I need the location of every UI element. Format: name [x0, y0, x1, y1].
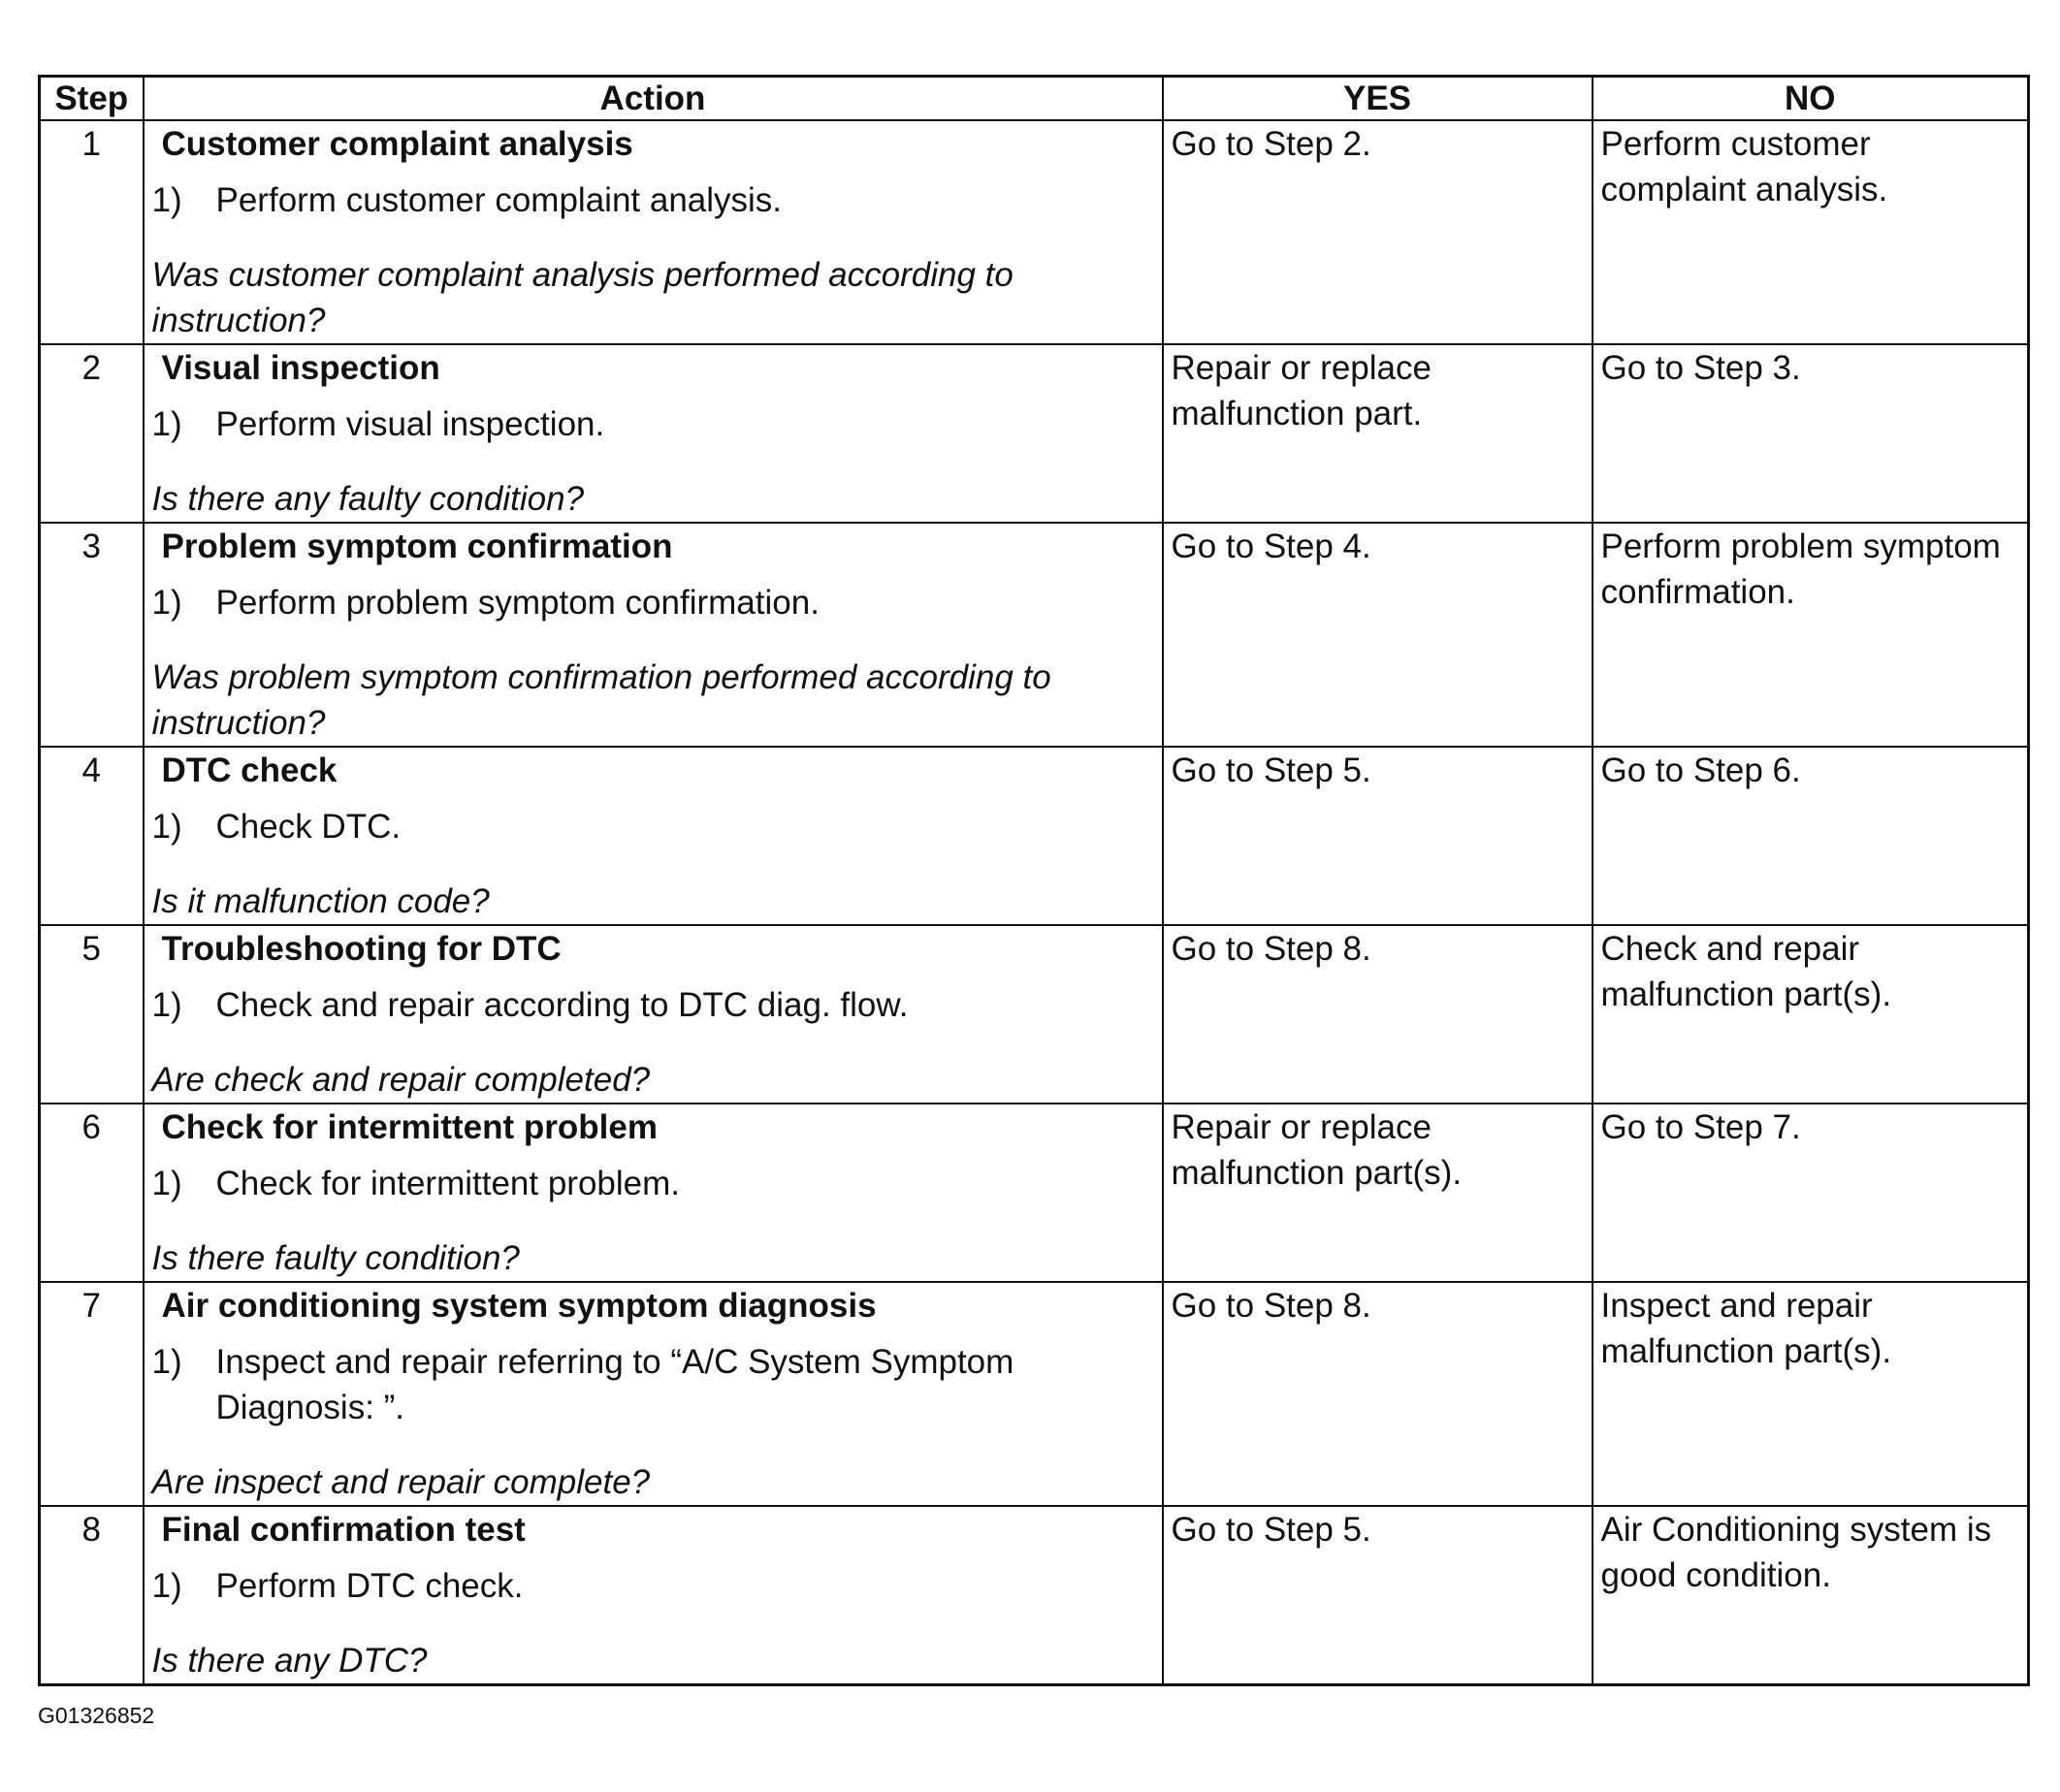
item-number: 1): [151, 986, 182, 1024]
step-number: 6: [40, 1104, 144, 1282]
item-number: 1): [151, 1343, 182, 1381]
action-title: Visual inspection: [161, 349, 440, 387]
step-number: 1: [40, 120, 144, 344]
step-number: 7: [40, 1282, 144, 1506]
action-title: Final confirmation test: [161, 1511, 526, 1549]
step-number: 8: [40, 1506, 144, 1685]
table-row: [40, 925, 2029, 1104]
action-item: [152, 177, 1154, 223]
yes-cell: Go to Step 8.: [1163, 925, 1593, 1104]
item-number: 1): [151, 181, 182, 219]
action-item: [152, 1563, 1154, 1609]
action-cell: [144, 747, 1163, 925]
item-text: Perform problem symptom confirmation.: [215, 584, 820, 622]
action-item: [152, 804, 1154, 849]
action-question: Is it malfunction code?: [151, 882, 490, 920]
action-cell: [144, 1506, 1163, 1685]
header-step: Step: [40, 77, 144, 121]
item-text: Perform customer complaint analysis.: [215, 181, 783, 219]
action-cell: [144, 1104, 1163, 1282]
action-cell: [144, 120, 1163, 344]
no-cell: Go to Step 3.: [1593, 344, 2029, 523]
item-text: Check and repair according to DTC diag. flow.: [215, 986, 909, 1024]
step-number: 3: [40, 523, 144, 747]
item-text: Check DTC.: [215, 808, 402, 846]
table-header-row: [40, 77, 2029, 121]
action-title: Problem symptom confirmation: [161, 528, 673, 565]
yes-cell: Repair or replace malfunction part.: [1163, 344, 1593, 523]
step-number: 2: [40, 344, 144, 523]
no-cell: Inspect and repair malfunction part(s).: [1593, 1282, 2029, 1506]
action-item: [152, 580, 1154, 625]
no-cell: Perform customer complaint analysis.: [1593, 120, 2029, 344]
action-item: [152, 982, 1154, 1028]
item-text: Check for intermittent problem.: [215, 1165, 681, 1202]
header-action: Action: [144, 77, 1163, 121]
action-question: Was problem symptom confirmation performed according to instruction?: [151, 658, 1051, 742]
no-cell: Perform problem symptom confirmation.: [1593, 523, 2029, 747]
action-cell: [144, 523, 1163, 747]
step-number: 4: [40, 747, 144, 925]
no-cell: Go to Step 7.: [1593, 1104, 2029, 1282]
yes-cell: Go to Step 8.: [1163, 1282, 1593, 1506]
no-cell: Check and repair malfunction part(s).: [1593, 925, 2029, 1104]
table-row: [40, 344, 2029, 523]
item-text: Perform DTC check.: [215, 1567, 524, 1605]
yes-cell: Go to Step 4.: [1163, 523, 1593, 747]
action-title: Customer complaint analysis: [161, 125, 633, 163]
action-title: Air conditioning system symptom diagnosis: [161, 1287, 877, 1325]
action-cell: [144, 1282, 1163, 1506]
action-question: Is there any faulty condition?: [151, 480, 585, 518]
step-number: 5: [40, 925, 144, 1104]
action-question: Was customer complaint analysis performed according to instruction?: [151, 256, 1014, 339]
item-number: 1): [151, 808, 182, 846]
no-cell: Go to Step 6.: [1593, 747, 2029, 925]
yes-cell: Go to Step 5.: [1163, 747, 1593, 925]
item-text: Perform visual inspection.: [215, 405, 605, 443]
item-number: 1): [151, 584, 182, 622]
table-row: [40, 120, 2029, 344]
figure-id: G01326852: [38, 1703, 155, 1728]
item-text: Inspect and repair referring to “A/C System Symptom Diagnosis: ”.: [215, 1343, 1014, 1426]
header-yes: YES: [1163, 77, 1593, 121]
action-question: Is there faulty condition?: [151, 1239, 520, 1277]
item-number: 1): [151, 405, 182, 443]
action-question: Is there any DTC?: [151, 1642, 428, 1680]
item-number: 1): [151, 1165, 182, 1202]
action-question: Are inspect and repair complete?: [151, 1463, 651, 1501]
action-cell: [144, 344, 1163, 523]
header-no: NO: [1593, 77, 2029, 121]
item-number: 1): [151, 1567, 182, 1605]
action-title: DTC check: [161, 752, 338, 789]
action-item: [152, 1161, 1154, 1206]
table-row: [40, 1506, 2029, 1685]
action-question: Are check and repair completed?: [151, 1061, 651, 1099]
action-cell: [144, 925, 1163, 1104]
table-row: [40, 1282, 2029, 1506]
action-title: Troubleshooting for DTC: [161, 930, 562, 968]
table-row: [40, 747, 2029, 925]
action-item: [152, 401, 1154, 447]
yes-cell: Go to Step 5.: [1163, 1506, 1593, 1685]
action-item: [152, 1339, 1154, 1430]
diagnostic-flow-table: [38, 75, 2030, 1686]
table-row: [40, 523, 2029, 747]
yes-cell: Go to Step 2.: [1163, 120, 1593, 344]
action-title: Check for intermittent problem: [161, 1108, 658, 1146]
table-row: [40, 1104, 2029, 1282]
no-cell: Air Conditioning system is good condition.: [1593, 1506, 2029, 1685]
yes-cell: Repair or replace malfunction part(s).: [1163, 1104, 1593, 1282]
